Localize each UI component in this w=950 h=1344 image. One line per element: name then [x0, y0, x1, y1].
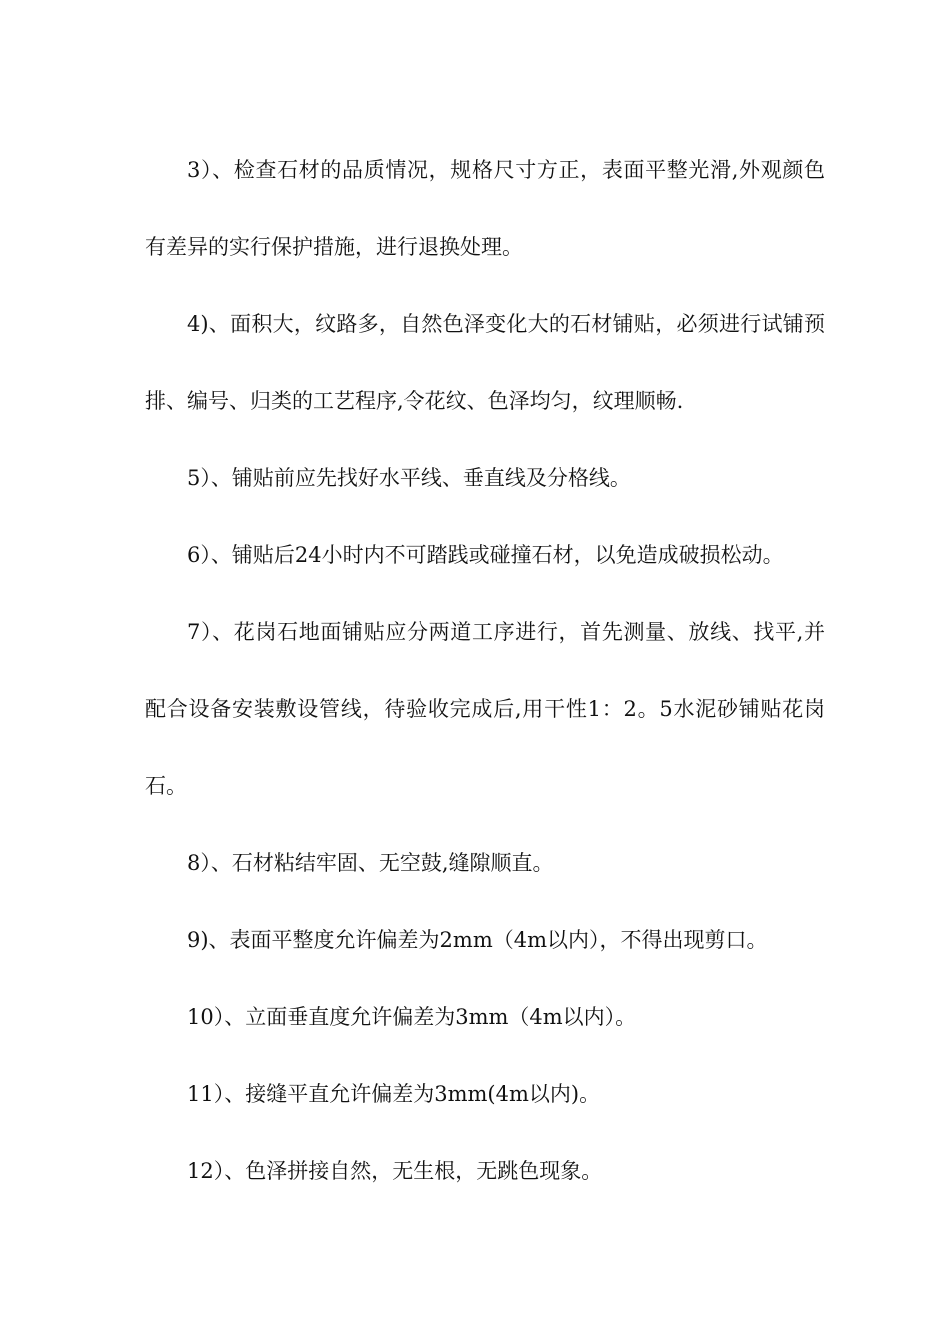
paragraph-item-3: 3）、检查石材的品质情况，规格尺寸方正，表面平整光滑,外观颜色有差异的实行保护措施，进行退换处理。 — [145, 158, 825, 259]
paragraph-item-11: 11）、接缝平直允许偏差为3mm(4m以内)。 — [187, 1082, 601, 1106]
paragraph-item-12: 12）、色泽拼接自然，无生根，无跳色现象。 — [187, 1159, 603, 1183]
paragraph-item-7: 7）、花岗石地面铺贴应分两道工序进行，首先测量、放线、找平,并配合设备安装敷设管线，待验收完成后,用干性1：2。5水泥砂铺贴花岗石。 — [145, 620, 825, 798]
paragraph-item-9: 9)、表面平整度允许偏差为2mm（4m以内），不得出现剪口。 — [187, 928, 768, 952]
paragraph-item-5: 5）、铺贴前应先找好水平线、垂直线及分格线。 — [187, 466, 631, 490]
document-body — [145, 132, 825, 1210]
paragraph-item-4: 4)、面积大，纹路多，自然色泽变化大的石材铺贴，必须进行试铺预排、编号、归类的工艺程序,令花纹、色泽均匀，纹理顺畅. — [145, 312, 825, 413]
paragraph-item-6: 6）、铺贴后24小时内不可踏践或碰撞石材，以免造成破损松动。 — [187, 543, 784, 567]
paragraph-item-8: 8）、石材粘结牢固、无空鼓,缝隙顺直。 — [187, 851, 554, 875]
paragraph-item-10: 10）、立面垂直度允许偏差为3mm（4m以内）。 — [187, 1005, 637, 1029]
